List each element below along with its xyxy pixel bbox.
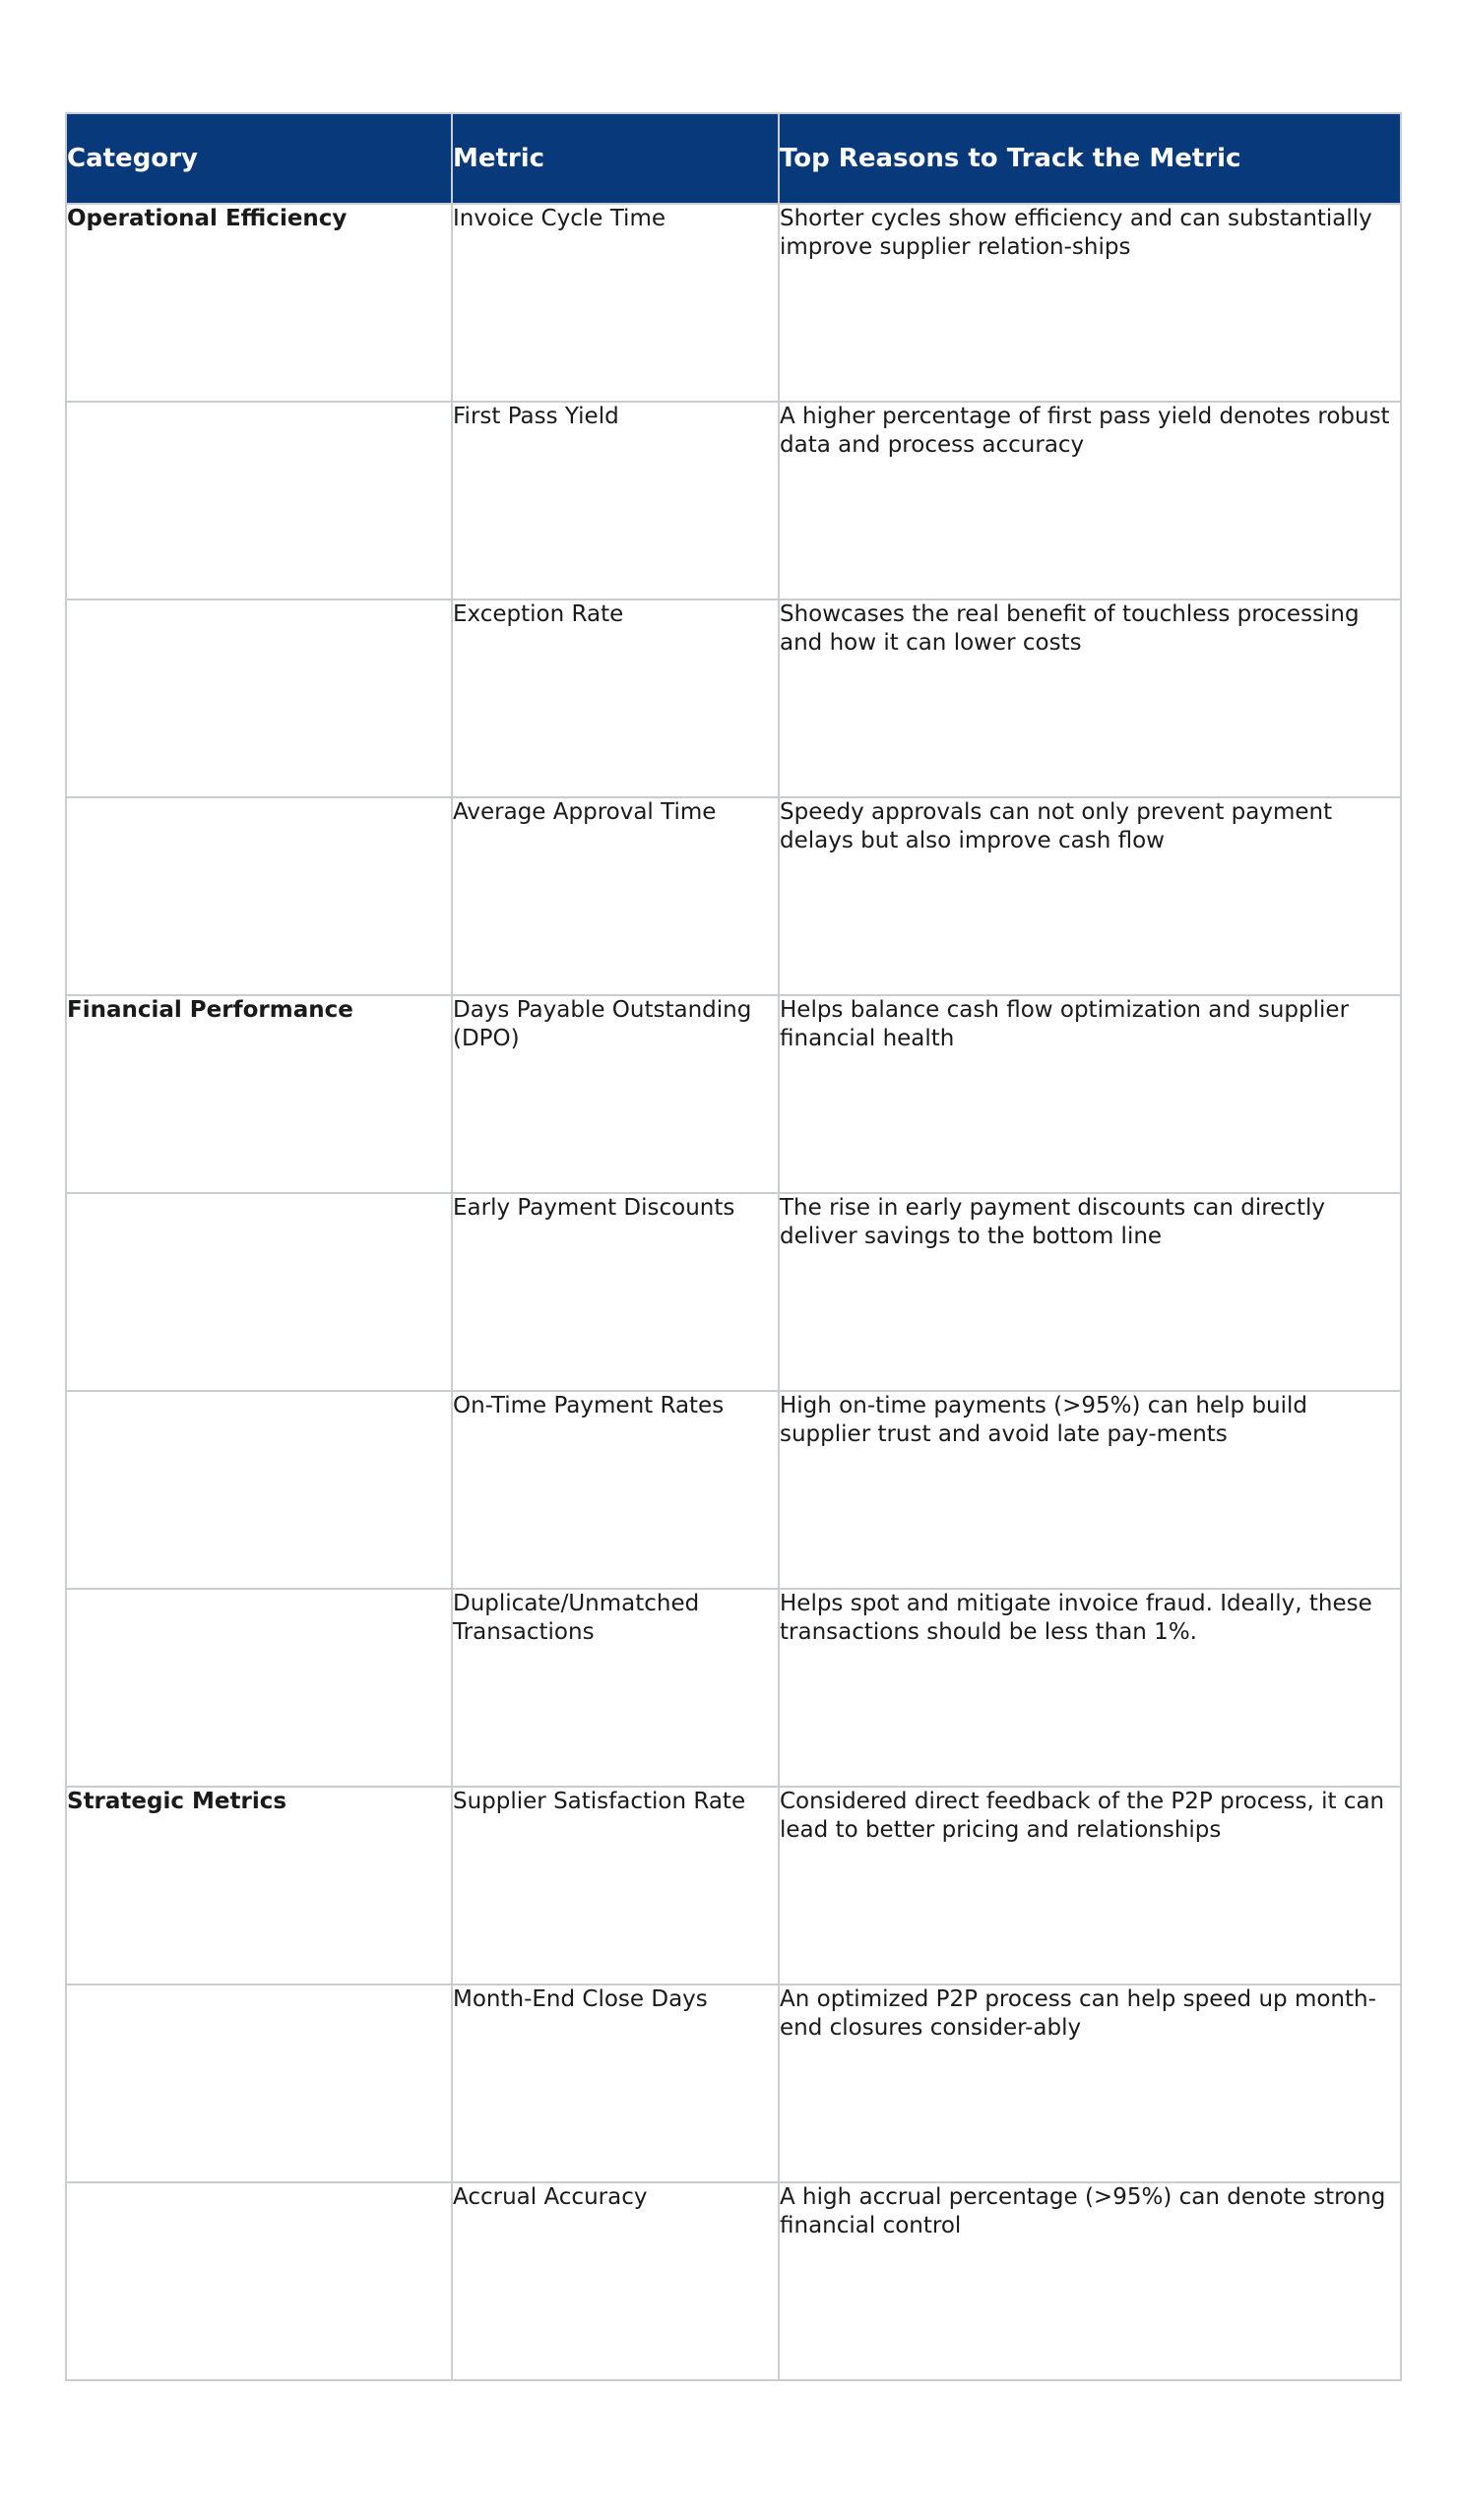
category-cell <box>66 1193 452 1391</box>
table-row <box>66 1787 1401 1984</box>
metric-cell: First Pass Yield <box>452 402 779 599</box>
reason-cell: High on-time payments (>95%) can help build supplier trust and avoid late pay-ments <box>779 1391 1401 1589</box>
metric-cell: Early Payment Discounts <box>452 1193 779 1391</box>
table-header <box>66 113 1401 204</box>
category-cell: Operational Efficiency <box>66 204 452 402</box>
metric-cell: Exception Rate <box>452 599 779 797</box>
category-cell <box>66 402 452 599</box>
category-cell <box>66 599 452 797</box>
category-cell <box>66 1391 452 1589</box>
metric-cell: Supplier Satisfaction Rate <box>452 1787 779 1984</box>
reason-cell: A high accrual percentage (>95%) can denote strong financial control <box>779 2182 1401 2380</box>
table-row <box>66 204 1401 402</box>
table-row <box>66 402 1401 599</box>
table-row <box>66 2182 1401 2380</box>
table-row <box>66 995 1401 1193</box>
table-row <box>66 797 1401 995</box>
reason-cell: Considered direct feedback of the P2P process, it can lead to better pricing and relationships <box>779 1787 1401 1984</box>
reason-cell: The rise in early payment discounts can directly deliver savings to the bottom line <box>779 1193 1401 1391</box>
category-cell <box>66 1589 452 1787</box>
metric-cell: Duplicate/Unmatched Transactions <box>452 1589 779 1787</box>
table-row <box>66 1984 1401 2182</box>
reason-cell: Helps spot and mitigate invoice fraud. Ideally, these transactions should be less than 1%. <box>779 1589 1401 1787</box>
metric-cell: On-Time Payment Rates <box>452 1391 779 1589</box>
metrics-table <box>65 112 1402 2381</box>
category-cell: Strategic Metrics <box>66 1787 452 1984</box>
category-cell <box>66 2182 452 2380</box>
metric-cell: Invoice Cycle Time <box>452 204 779 402</box>
reason-cell: Speedy approvals can not only prevent payment delays but also improve cash flow <box>779 797 1401 995</box>
metric-cell: Accrual Accuracy <box>452 2182 779 2380</box>
category-cell <box>66 1984 452 2182</box>
table-row <box>66 1589 1401 1787</box>
reason-cell: Helps balance cash flow optimization and supplier financial health <box>779 995 1401 1193</box>
table-row <box>66 1193 1401 1391</box>
metric-cell: Average Approval Time <box>452 797 779 995</box>
category-cell: Financial Performance <box>66 995 452 1193</box>
column-header-category: Category <box>66 113 452 204</box>
column-header-metric: Metric <box>452 113 779 204</box>
header-row <box>66 113 1401 204</box>
table-row <box>66 1391 1401 1589</box>
metric-cell: Days Payable Outstanding (DPO) <box>452 995 779 1193</box>
table-row <box>66 599 1401 797</box>
reason-cell: Showcases the real benefit of touchless processing and how it can lower costs <box>779 599 1401 797</box>
metric-cell: Month-End Close Days <box>452 1984 779 2182</box>
table-body <box>66 204 1401 2380</box>
reason-cell: Shorter cycles show efficiency and can substantially improve supplier relation-ships <box>779 204 1401 402</box>
category-cell <box>66 797 452 995</box>
reason-cell: An optimized P2P process can help speed up month-end closures consider-ably <box>779 1984 1401 2182</box>
reason-cell: A higher percentage of first pass yield denotes robust data and process accuracy <box>779 402 1401 599</box>
column-header-reasons: Top Reasons to Track the Metric <box>779 113 1401 204</box>
